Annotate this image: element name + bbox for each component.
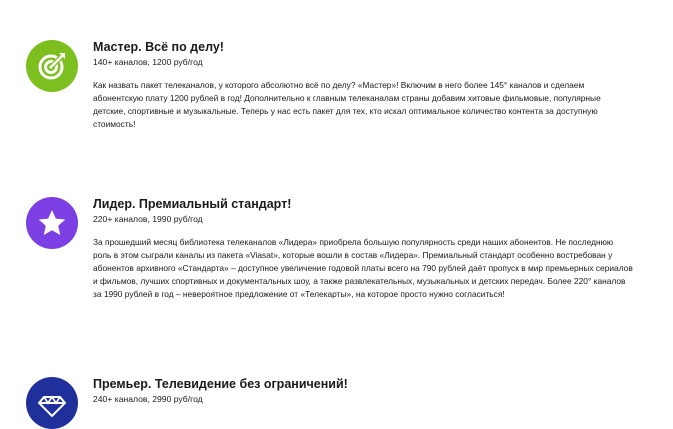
package-body [93, 377, 633, 405]
package-description: За прошедший месяц библиотека телеканалов «Лидера» приобрела большую популярность среди наших абонентов. Не последнюю роль в этом сыграли каналы из пакета «Viasat», которые вошли в состав «Лидера». Премиальный стандарт особенно востребован у абонентов архивного «Стандарта» – доступное увеличение годовой платы всего на 790 рублей даёт пропуск в мир премьерных сериалов и фильмов, лучших спортивных и документальных шоу, а также развлекательных, музыкальных и детских передач. Более 220° каналов за 1990 рублей в год – невероятное предложение от «Телекарты», на которое просто нужно согласиться! [93, 237, 633, 299]
package-meta: 140+ каналов, 1200 руб/год [93, 57, 203, 67]
diamond-icon [26, 377, 78, 429]
package-body [93, 197, 633, 301]
package-description: Как назвать пакет телеканалов, у которого абсолютно всё по делу? «Мастер»! Включим в него более 145° каналов и сделаем абонентскую плату 1200 рублей в год! Дополнительно к главным телеканалам страны добавим хитовые фильмовые, популярные детские, спортивные и музыкальные. Теперь у нас есть пакет для тех, кто искал оптимальное количество контента за доступную стоимость! [93, 80, 601, 129]
package-title: Мастер. Всё по делу! [93, 40, 224, 54]
package-meta: 220+ каналов, 1990 руб/год [93, 214, 203, 224]
package-meta: 240+ каналов, 2990 руб/год [93, 394, 203, 404]
package-body [93, 40, 633, 131]
target-icon [26, 40, 78, 92]
package-title: Лидер. Премиальный стандарт! [93, 197, 292, 211]
star-icon [26, 197, 78, 249]
package-title: Премьер. Телевидение без ограничений! [93, 377, 348, 391]
